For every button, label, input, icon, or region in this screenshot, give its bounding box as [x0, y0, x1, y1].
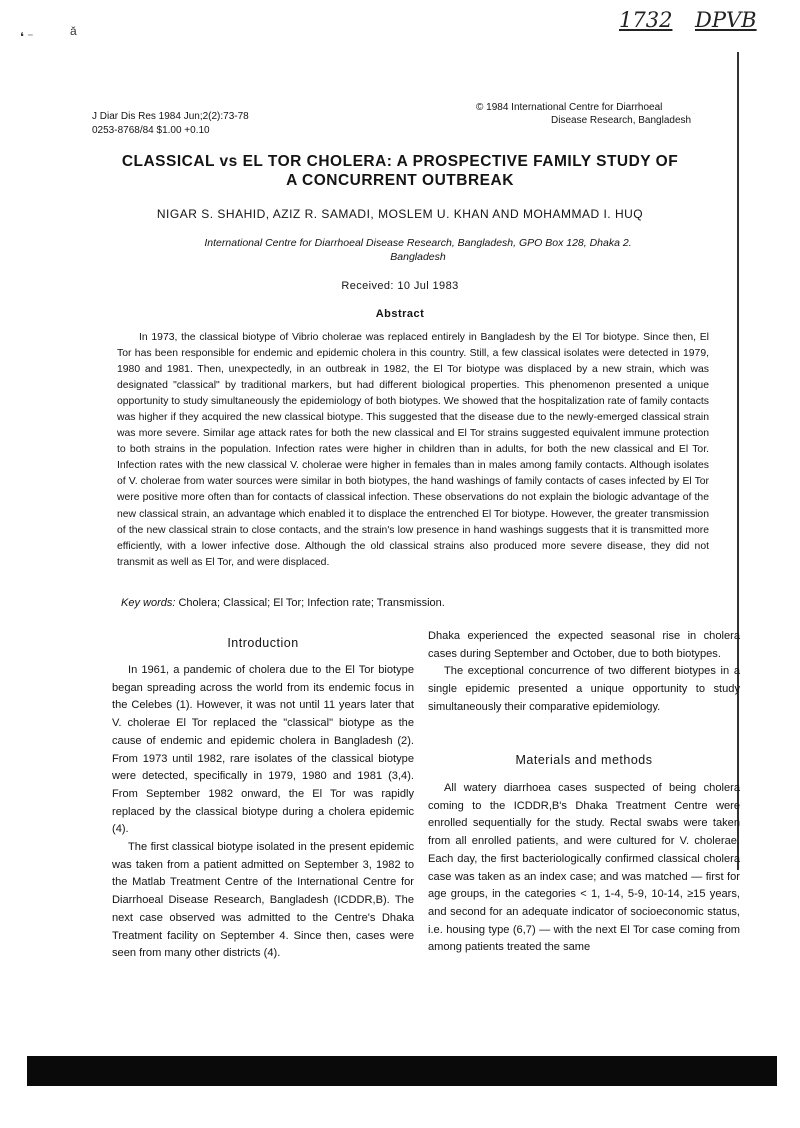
- stray-mark: ❛ ⁻: [20, 30, 34, 44]
- methods-paragraph-1: All watery diarrhoea cases suspected of being cholera coming to the ICDDR,B's Dhaka Treatment Centre were enrolled sequentially for the study. Rectal swabs were taken from all enrolled patients, and were cultured for V. cholerae. Each day, the first bacteriologically confirmed classical cholera case was taken as an index case; and was matched — first for age groups, in the categories < 1, 1-4, 5-9, 10-14, ≥15 years, and second for an adequate indicator of socioeconomic status, i.e. housing type (6,7) — with the next El Tor case coming from among patients treated the same: [428, 782, 740, 954]
- stray-mark: ǎ: [70, 24, 77, 38]
- article-title-line-1: CLASSICAL vs EL TOR CHOLERA: A PROSPECTIVE FAMILY STUDY OF: [121, 153, 679, 170]
- abstract-heading: Abstract: [375, 308, 425, 320]
- introduction-paragraph-3: Dhaka experienced the expected seasonal rise in cholera cases during September and October, due to both biotypes.: [428, 630, 740, 660]
- copyright-line-1: © 1984 International Centre for Diarrhoeal: [476, 102, 663, 113]
- handwritten-code: DPVB: [695, 8, 757, 32]
- affiliation-line-2: Bangladesh: [390, 251, 446, 263]
- keywords-label: Key words:: [121, 597, 176, 609]
- handwritten-catalog-number: 1732: [619, 8, 673, 32]
- affiliation-line-1: International Centre for Diarrhoeal Disease Research, Bangladesh, GPO Box 128, Dhaka 2.: [204, 237, 632, 249]
- keywords-list: Cholera; Classical; El Tor; Infection rate; Transmission.: [178, 597, 445, 609]
- abstract-text: In 1973, the classical biotype of Vibrio cholerae was replaced entirely in Bangladesh by the El Tor biotype. Since then, El Tor has been responsible for endemic and epidemic cholera in this country. Still, a few classical isolates were detected in 1979, 1980 and 1981. Then, unexpectedly, in an outbreak in 1982, the El Tor biotype was displaced by a new strain, which was designated "classical" by traditional markers, but had different biological properties. This phenomenon presented a unique opportunity to study simultaneously the epidemiology of both biotypes. We showed that the hospitalization rate of family contacts was higher if they acquired the new classical biotype. This suggested that the disease due to the newly-emerged classical strain was more severe. Similar age attack rates for both the new classical and El Tor strains suggested equivalent immune protection to both strains in the population. Infection rates were higher in children than in adults, for both the new classical and El Tor. Infection rates with the new classical V. cholerae were higher in females than in males among family contacts. Although isolates of V. cholerae from water sources were similar in both biotypes, the hand washings of family contacts of cases infected by El Tor were positive more often than for contacts of classical infection. These observations do not explain the biologic advantage of the new classical strain, an advantage which enabled it to displace the entrenched El Tor biotype. However, the greater transmission of the new classical strain to close contacts, and the strain's low presence in hand washings suggests that it is transmitted more efficiently, with a lower infective dose. Although the old classical strains also produced more severe disease, they did not transmit as well as El Tor, and were displaced.: [117, 332, 709, 568]
- article-title-line-2: A CONCURRENT OUTBREAK: [286, 172, 514, 189]
- methods-heading: Materials and methods: [515, 753, 653, 767]
- introduction-paragraph-4: The exceptional concurrence of two different biotypes in a single epidemic presented a unique opportunity to study simultaneously their comparative epidemiology.: [428, 665, 740, 713]
- journal-citation: J Diar Dis Res 1984 Jun;2(2):73-78: [92, 111, 249, 122]
- introduction-body: [112, 662, 414, 963]
- copyright-line-2: Disease Research, Bangladesh: [551, 115, 692, 126]
- introduction-paragraph-1: In 1961, a pandemic of cholera due to the El Tor biotype began spreading across the world from its endemic focus in the Celebes (1). However, it was not until 11 years later that V. cholerae El Tor replaced the "classical" biotype as the cause of endemic and epidemic cholera in Bangladesh (2). From 1973 until 1982, rare isolates of the classical biotype were detected, specifically in 1979, 1980 and 1981 (3,4). From September 1982 onward, the El Tor was rapidly replaced by the classical biotype during a cholera epidemic (4).: [112, 664, 414, 836]
- journal-issn: 0253-8768/84 $1.00 +0.10: [92, 125, 210, 136]
- methods-body: [428, 780, 740, 957]
- introduction-paragraph-2: The first classical biotype isolated in the present epidemic was taken from a patient admitted on September 3, 1982 to the Matlab Treatment Centre of the International Centre for Diarrhoeal Disease Research, Bangladesh (ICDDR,B). The next case observed was admitted to the Centre's Dhaka Treatment facility on September 4. Since then, cases were seen from many other districts (4).: [112, 841, 414, 960]
- keywords: [121, 597, 445, 609]
- received-date: Received: 10 Jul 1983: [341, 280, 459, 292]
- abstract-body: [117, 330, 709, 571]
- scan-edge-bar: [27, 1056, 777, 1086]
- introduction-continued: [428, 628, 740, 717]
- introduction-heading: Introduction: [227, 636, 299, 650]
- article-authors: NIGAR S. SHAHID, AZIZ R. SAMADI, MOSLEM U. KHAN AND MOHAMMAD I. HUQ: [156, 207, 644, 221]
